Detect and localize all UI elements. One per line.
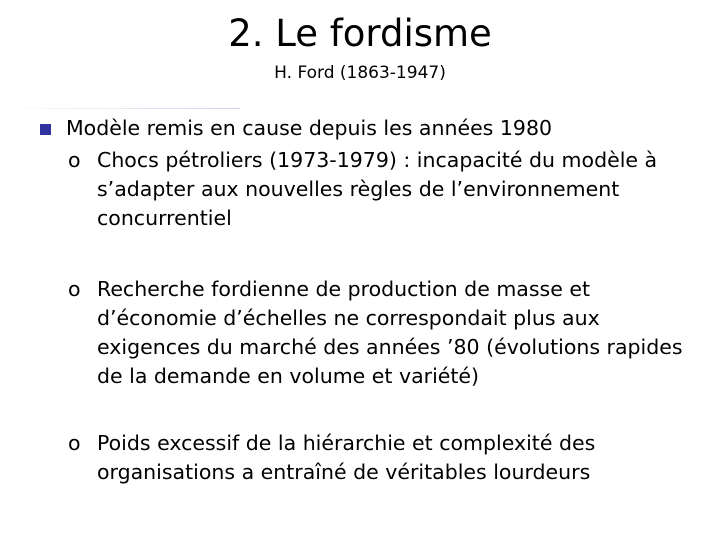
- circle-bullet-icon: o: [68, 431, 81, 455]
- circle-bullet-icon: o: [68, 148, 81, 172]
- sub-point-1: Chocs pétroliers (1973-1979) : incapacité du modèle à s’adapter aux nouvelles règles de l’environnement concurrentiel: [97, 148, 658, 230]
- slide-title: 2. Le fordisme: [228, 12, 492, 55]
- square-bullet-icon: [40, 124, 51, 135]
- accent-line: [0, 108, 240, 109]
- slide-subtitle: H. Ford (1863-1947): [274, 63, 446, 83]
- sub-point-3: Poids excessif de la hiérarchie et complexité des organisations a entraîné de véritables lourdeurs: [97, 431, 596, 484]
- circle-bullet-icon: o: [68, 277, 81, 301]
- sub-point-2: Recherche fordienne de production de masse et d’économie d’échelles ne correspondait plus aux exigences du marché des années ’80 (évolutions rapides de la demande en volume et variété): [97, 277, 683, 388]
- main-point: Modèle remis en cause depuis les années 1980: [66, 116, 553, 140]
